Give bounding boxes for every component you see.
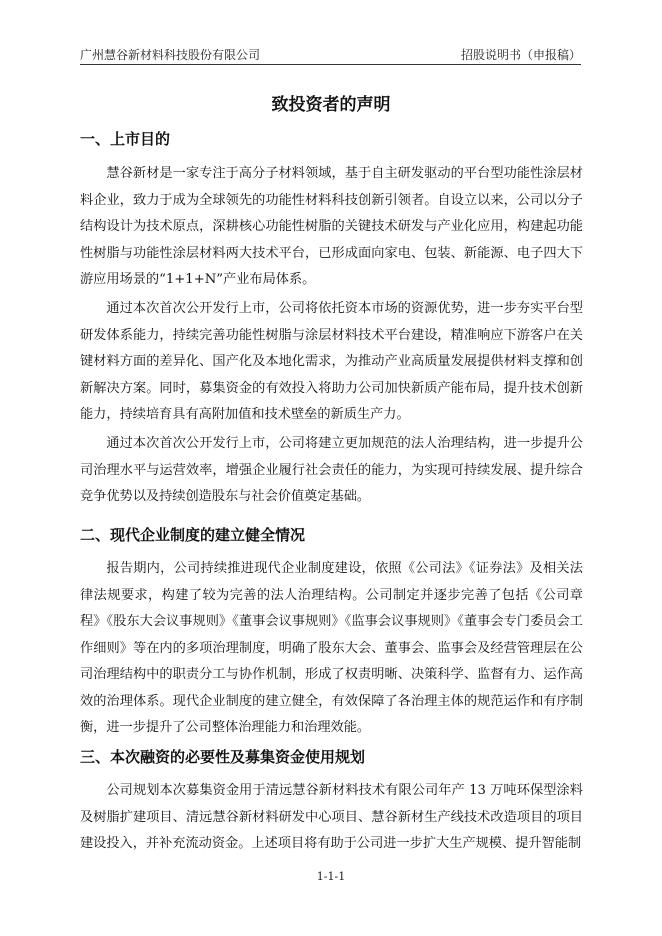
page-number: 1-1-1 [316,870,346,883]
paragraph-ipo-capital-benefits: 通过本次首次公开发行上市，公司将依托资本市场的资源优势，进一步夯实平台型研发体系能力，持续完善功能性树脂与涂层材料技术平台建设，精准响应下游客户在关键材料方面的差异化、国产化及本地化需求，为推动产业高质量发展提供材料支撑和创新解决方案。同时，募集资金的有效投入将助力公司加快新质产能布局，提升技术创新能力，持续培育具有高附加值和技术壁垒的新质生产力。 [80,301,583,422]
page-header [80,46,581,65]
paragraph-ipo-governance-benefits: 通过本次首次公开发行上市，公司将建立更加规范的法人治理结构，进一步提升公司治理水平与运营效率，增强企业履行社会责任的能力，为实现可持续发展、提升综合竞争优势以及持续创造股东与社会价值奠定基础。 [80,436,583,504]
paragraph-corporate-governance: 报告期内，公司持续推进现代企业制度建设，依照《公司法》《证券法》及相关法律法规要求，构建了较为完善的法人治理结构。公司制定并逐步完善了包括《公司章程》《股东大会议事规则》《董事会议事规则》《监事会议事规则》《董事会专门委员会工作细则》等在内的多项治理制度，明确了股东大会、董事会、监事会及经营管理层在公司治理结构中的职责分工与协作机制，形成了权责明晰、决策科学、监督有力、运作高效的治理体系。现代企业制度的建立健全，有效保障了各治理主体的规范运作和有序制衡，进一步提升了公司整体治理能力和治理效能。 [80,561,583,735]
paragraph-company-profile: 慧谷新材是一家专注于高分子材料领域，基于自主研发驱动的平台型功能性涂层材料企业，致力于成为全球领先的功能性材料科技创新引领者。自设立以来，公司以分子结构设计为技术原点，深耕核心功能性树脂的关键技术研发与产业化应用，构建起功能性树脂与功能性涂层材料两大技术平台，已形成面向家电、包装、新能源、电子四大下游应用场景的“1+1+N”产业布局体系。 [80,166,583,287]
header-company-name: 广州慧谷新材料科技股份有限公司 [80,48,261,62]
paragraph-fund-usage-plan: 公司规划本次募集资金用于清远慧谷新材料技术有限公司年产 13 万吨环保型涂料及树脂扩建项目、清远慧谷新材料研发中心项目、慧谷新材生产线技术改造项目的项目建设投入，并补充流动资金。上述项目将有助于公司进一步扩大生产规模、提升智能制 [80,783,583,851]
section-heading-listing-purpose: 一、上市目的 [80,130,171,148]
page-title: 致投资者的声明 [271,95,391,115]
section-heading-financing-necessity: 三、本次融资的必要性及募集资金使用规划 [80,748,366,766]
section-heading-corporate-system: 二、现代企业制度的建立健全情况 [80,526,306,544]
header-document-type: 招股说明书（申报稿） [460,48,581,62]
